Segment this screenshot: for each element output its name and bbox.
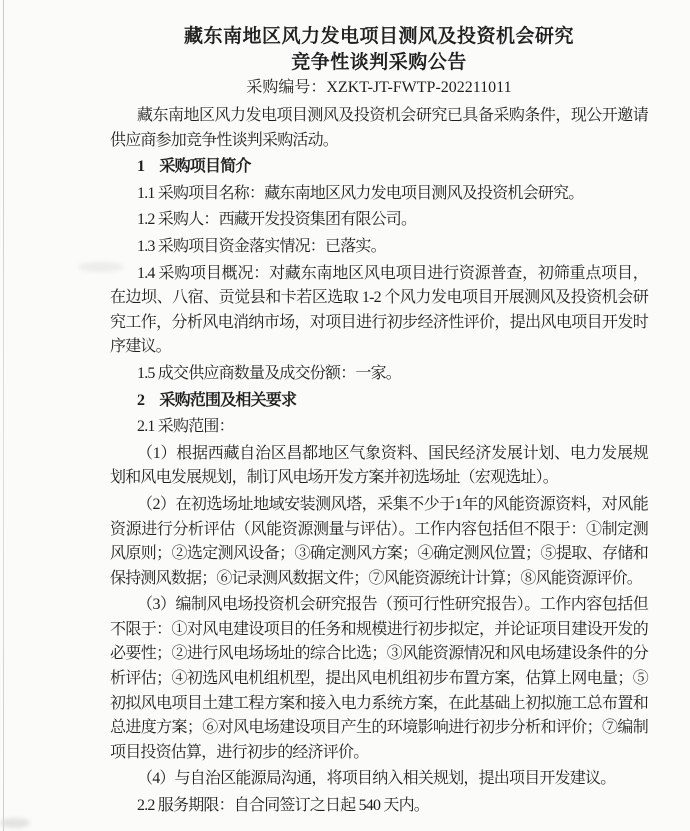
text-line: 项目投资估算，进行初步的经济评价。 bbox=[110, 743, 369, 761]
document-content bbox=[110, 0, 648, 821]
text-line: 藏东南地区风力发电项目测风及投资机会研究已具备采购条件，现公开邀请 bbox=[137, 107, 648, 124]
paragraph bbox=[110, 794, 648, 819]
text-line: 2.2 服务期限：自合同签订之日起 540 天内。 bbox=[137, 797, 430, 815]
text-line: （2）在初选场址地域安装测风塔，采集不少于1年的风能资源资料，对风能 bbox=[137, 495, 648, 513]
text-line: （3）编制风电场投资机会研究报告（预可行性研究报告）。工作内容包括但 bbox=[137, 596, 648, 614]
paragraph bbox=[110, 493, 648, 591]
paragraph bbox=[110, 235, 648, 260]
section-heading bbox=[110, 155, 648, 180]
paragraph bbox=[110, 182, 648, 207]
text-line: 不限于：①对风电建设项目的任务和规模进行初步拟定，并论证项目建设开发的 bbox=[110, 620, 648, 638]
text-line: 1.1 采购项目名称：藏东南地区风力发电项目测风及投资机会研究。 bbox=[137, 184, 584, 202]
scan-smudge bbox=[0, 818, 30, 828]
section-heading bbox=[110, 389, 648, 414]
paragraph bbox=[110, 442, 648, 491]
text-line: （4）与自治区能源局沟通，将项目纳入相关规划，提出项目开发建议。 bbox=[137, 770, 616, 788]
text-line: 1.2 采购人：西藏开发投资集团有限公司。 bbox=[137, 211, 417, 229]
paragraph bbox=[110, 767, 648, 792]
paragraph bbox=[110, 362, 648, 387]
text-line: 风原则；②选定测风设备；③确定测风方案；④确定测风位置；⑤提取、存储和 bbox=[110, 545, 648, 563]
text-line: 2.1 采购范围： bbox=[137, 418, 234, 436]
document-title-line-1: 藏东南地区风力发电项目测风及投资机会研究 bbox=[183, 26, 574, 47]
text-line: 供应商参加竞争性谈判采购活动。 bbox=[110, 131, 339, 149]
text-line: 资源进行分析评估（风能资源测量与评估）。工作内容包括但不限于：①制定测 bbox=[110, 520, 648, 538]
text-line: 必要性；②进行风电场场址的综合比选；③风能资源情况和风电场建设条件的分 bbox=[110, 645, 648, 663]
text-line: （1）根据西藏自治区昌都地区气象资料、国民经济发展计划、电力发展规 bbox=[137, 444, 648, 462]
paragraph bbox=[110, 593, 648, 765]
text-line: 究工作，分析风电消纳市场，对项目进行初步经济性评价，提出风电项目开发时 bbox=[110, 313, 648, 331]
text-line: 划和风电发展规划，制订风电场开发方案并初选场址（宏观选址）。 bbox=[110, 469, 559, 487]
text-line: 2 采购范围及相关要求 bbox=[137, 391, 297, 409]
text-line: 1.3 采购项目资金落实情况：已落实。 bbox=[137, 237, 386, 255]
paragraph bbox=[110, 104, 648, 153]
document-title-line-2: 竞争性谈判采购公告 bbox=[291, 52, 467, 73]
document-body bbox=[110, 104, 648, 819]
text-line: 1 采购项目简介 bbox=[137, 158, 251, 176]
text-line: 析评估；④初选风电机组机型，提出风电机组初步布置方案，估算上网电量；⑤ bbox=[110, 670, 648, 688]
paragraph bbox=[110, 208, 648, 233]
text-line: 初拟风电项目土建工程方案和接入电力系统方案，在此基础上初拟施工总布置和 bbox=[110, 694, 648, 712]
paragraph bbox=[110, 262, 648, 360]
text-line: 1.4 采购项目概况：对藏东南地区风电项目进行资源普查，初筛重点项目， bbox=[137, 264, 648, 282]
scan-edge-line bbox=[3, 0, 4, 831]
text-line: 1.5 成交供应商数量及成交份额：一家。 bbox=[137, 364, 402, 382]
text-line: 在边坝、八宿、贡觉县和卡若区选取 1-2 个风力发电项目开展测风及投资机会研 bbox=[110, 289, 648, 307]
paragraph bbox=[110, 415, 648, 440]
text-line: 总进度方案；⑥对风电场建设项目产生的环境影响进行初步分析和评价；⑦编制 bbox=[110, 719, 648, 737]
text-line: 保持测风数据；⑥记录测风数据文件；⑦风能资源统计计算；⑧风能资源评价。 bbox=[110, 569, 643, 587]
text-line: 序建议。 bbox=[110, 338, 171, 356]
procurement-number: 采购编号：XZKT-JT-FWTP-202211011 bbox=[246, 79, 512, 96]
